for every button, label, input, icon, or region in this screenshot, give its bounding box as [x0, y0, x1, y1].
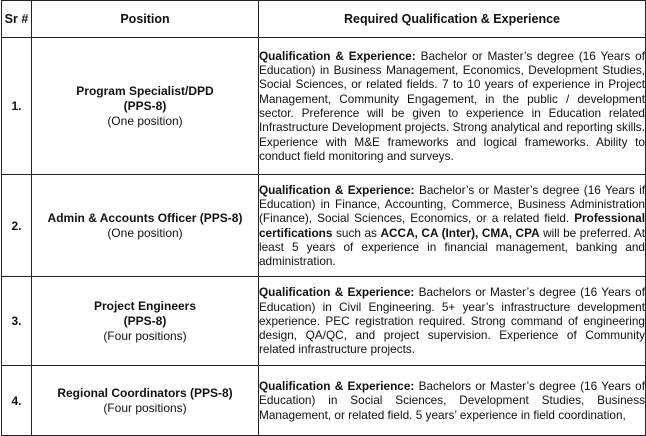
requirements-label: Qualification & Experience: [259, 48, 416, 63]
position-title: Regional Coordinators (PPS-8) [57, 385, 233, 400]
requirements-cell [259, 366, 646, 436]
header-requirements: Required Qualification & Experience [259, 1, 646, 38]
requirements-text: Bachelors or Master’s degree (16 Years of Education) in Civil Engineering. 5+ year’s infrastructure development experience. PEC registration required. Strong command of engineering design, QA/QC, and project supervision. Experience of Community related infrastructure projects. [259, 285, 645, 357]
position-title: Project Engineers [93, 298, 197, 313]
table-header-row [2, 1, 646, 38]
header-position: Position [32, 1, 259, 38]
requirements-label: Qualification & Experience: [259, 285, 415, 300]
requirements-label: Qualification & Experience: [259, 182, 415, 197]
row-sr: 1. [2, 38, 32, 175]
requirements-certifications: Professional certifications [259, 211, 645, 240]
positions-table [1, 0, 646, 436]
header-sr: Sr # [2, 1, 32, 38]
table-row [2, 277, 646, 366]
requirements-text: Bachelors or Master’s degree (16 Years of Education) in Social Sciences, Development Studies, Business Management, or related field. 5 years’ experience in field coordination, [259, 379, 645, 422]
position-title: Admin & Accounts Officer (PPS-8) [47, 210, 243, 225]
position-count: (One position) [107, 225, 183, 240]
position-grade: (PPS-8) [123, 98, 167, 113]
requirements-text: will be preferred. At least 5 years of experience in financial management, banking and administration. [259, 225, 645, 269]
position-title: Program Specialist/DPD [76, 83, 214, 98]
position-cell [32, 175, 259, 277]
row-sr: 2. [2, 175, 32, 277]
position-cell [32, 38, 259, 175]
requirements-label: Qualification & Experience: [259, 379, 415, 394]
requirements-cell [259, 175, 646, 277]
position-cell [32, 366, 259, 436]
position-count: (Four positions) [103, 400, 187, 415]
requirements-text: Bachelor or Master’s degree (16 Years of Education) in Business Management, Economics, Development Studies, Social Sciences, or related fields. 7 to 10 years of experience in Project Management, Community Engagement, in the public / development sector. Preference will be given to experience in Education related Infrastructure Development projects. Strong analytical and reporting skills. Experience with M&E frameworks and logical frameworks. Ability to conduct field monitoring and surveys. [259, 48, 646, 163]
position-grade: (PPS-8) [123, 313, 167, 328]
table-row [2, 38, 646, 175]
requirements-cert-list: ACCA, CA (Inter), CMA, CPA [380, 225, 540, 240]
table-row [2, 175, 646, 277]
requirements-cell [259, 277, 646, 366]
requirements-text: such as [332, 225, 381, 240]
row-sr: 4. [2, 366, 32, 436]
position-count: (Four positions) [103, 328, 187, 343]
position-count: (One position) [107, 113, 183, 128]
position-cell [32, 277, 259, 366]
row-sr: 3. [2, 277, 32, 366]
requirements-cell [259, 38, 646, 175]
table-row [2, 366, 646, 436]
requirements-text: Bachelor’s or Master’s degree (16 Years if Education) in Finance, Accounting, Commerce, Business Administration (Finance), Social Sciences, Economics, or a related field. [259, 182, 645, 226]
